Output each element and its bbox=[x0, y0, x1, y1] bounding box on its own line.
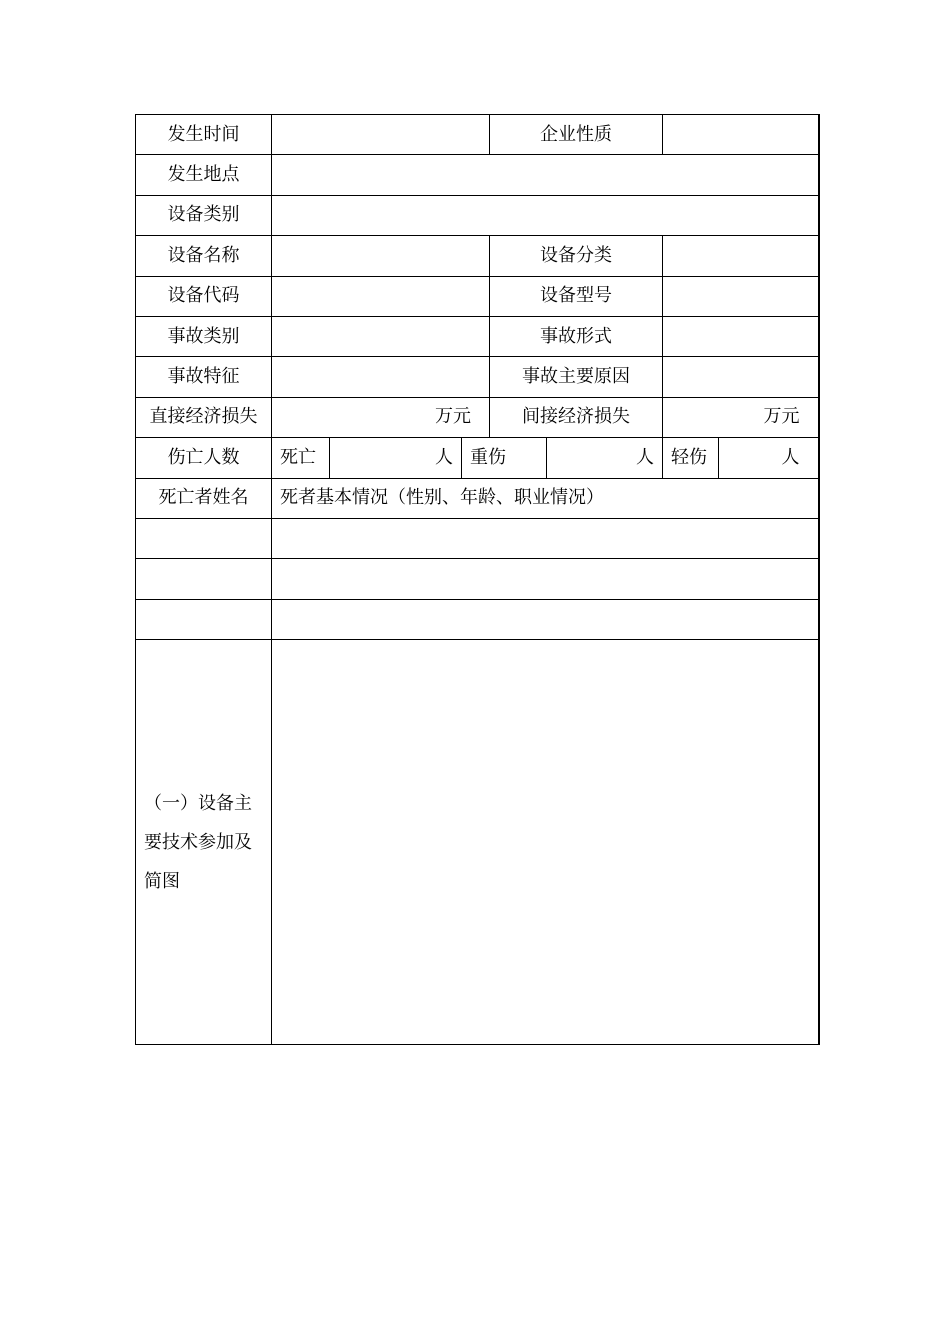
accident-report-form bbox=[135, 114, 820, 1045]
field-deceased-info[interactable] bbox=[272, 599, 819, 639]
field-equipment-name[interactable] bbox=[272, 236, 490, 276]
field-accident-type[interactable] bbox=[272, 316, 490, 356]
label-equipment-class: 设备分类 bbox=[490, 236, 663, 276]
label-direct-loss: 直接经济损失 bbox=[136, 397, 272, 437]
row-occurrence-place bbox=[136, 155, 819, 195]
label-occurrence-place: 发生地点 bbox=[136, 155, 272, 195]
row-tech-params bbox=[136, 640, 819, 1045]
label-indirect-loss: 间接经济损失 bbox=[490, 397, 663, 437]
field-occurrence-time[interactable] bbox=[272, 115, 490, 155]
field-deceased-info[interactable] bbox=[272, 518, 819, 558]
label-accident-form: 事故形式 bbox=[490, 316, 663, 356]
label-equipment-code: 设备代码 bbox=[136, 276, 272, 316]
field-equipment-code[interactable] bbox=[272, 276, 490, 316]
label-tech-params: （一）设备主要技术参加及简图 bbox=[144, 792, 252, 892]
label-deceased-info: 死者基本情况（性别、年龄、职业情况） bbox=[272, 478, 819, 518]
row-accident-feature bbox=[136, 357, 819, 397]
label-accident-cause: 事故主要原因 bbox=[490, 357, 663, 397]
field-equipment-class[interactable] bbox=[663, 236, 819, 276]
field-deceased-name[interactable] bbox=[136, 518, 272, 558]
label-death: 死亡 bbox=[272, 438, 330, 478]
field-serious-count[interactable]: 人 bbox=[547, 438, 663, 478]
field-accident-cause[interactable] bbox=[663, 357, 819, 397]
row-deceased-header bbox=[136, 478, 819, 518]
label-equipment-model: 设备型号 bbox=[490, 276, 663, 316]
label-deceased-name: 死亡者姓名 bbox=[136, 478, 272, 518]
row-deceased-entry bbox=[136, 559, 819, 599]
field-enterprise-nature[interactable] bbox=[663, 115, 819, 155]
row-deceased-entry bbox=[136, 518, 819, 558]
label-minor-injury: 轻伤 bbox=[663, 438, 719, 478]
field-direct-loss[interactable]: 万元 bbox=[272, 397, 490, 437]
field-occurrence-place[interactable] bbox=[272, 155, 819, 195]
label-equipment-name: 设备名称 bbox=[136, 236, 272, 276]
row-equipment-code bbox=[136, 276, 819, 316]
row-equipment-type bbox=[136, 195, 819, 235]
field-minor-count[interactable]: 人 bbox=[719, 438, 819, 478]
label-casualties: 伤亡人数 bbox=[136, 438, 272, 478]
field-equipment-type[interactable] bbox=[272, 195, 819, 235]
label-equipment-type: 设备类别 bbox=[136, 195, 272, 235]
row-deceased-entry bbox=[136, 599, 819, 639]
label-tech-params-cell bbox=[136, 640, 272, 1045]
row-casualties bbox=[136, 438, 819, 478]
row-economic-loss bbox=[136, 397, 819, 437]
label-occurrence-time: 发生时间 bbox=[136, 115, 272, 155]
field-equipment-model[interactable] bbox=[663, 276, 819, 316]
field-deceased-name[interactable] bbox=[136, 559, 272, 599]
row-equipment-name bbox=[136, 236, 819, 276]
label-serious-injury: 重伤 bbox=[462, 438, 547, 478]
field-deceased-info[interactable] bbox=[272, 559, 819, 599]
field-accident-form[interactable] bbox=[663, 316, 819, 356]
field-deceased-name[interactable] bbox=[136, 599, 272, 639]
field-death-count[interactable]: 人 bbox=[330, 438, 462, 478]
label-accident-type: 事故类别 bbox=[136, 316, 272, 356]
label-enterprise-nature: 企业性质 bbox=[490, 115, 663, 155]
label-accident-feature: 事故特征 bbox=[136, 357, 272, 397]
field-tech-params[interactable] bbox=[272, 640, 819, 1045]
field-indirect-loss[interactable]: 万元 bbox=[663, 397, 819, 437]
field-accident-feature[interactable] bbox=[272, 357, 490, 397]
row-occurrence-time bbox=[136, 115, 819, 155]
row-accident-type bbox=[136, 316, 819, 356]
